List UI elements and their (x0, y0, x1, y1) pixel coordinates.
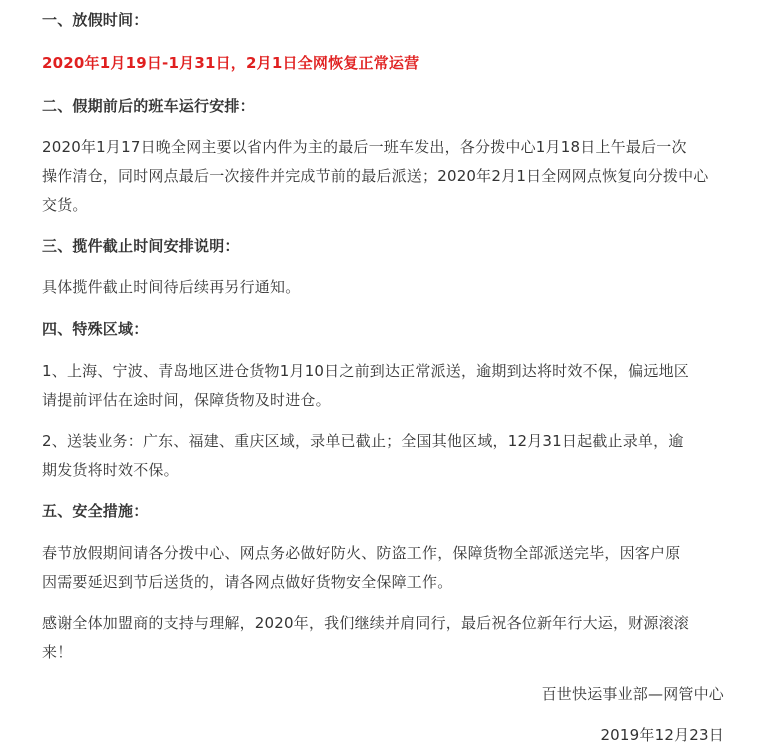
signature-org: 百世快运事业部—网管中心 (541, 685, 724, 703)
section4-para1-line-2: 请提前评估在途时间，保障货物及时进仓。 (42, 391, 331, 409)
section2-line-1: 2020年1月17日晚全网主要以省内件为主的最后一班车发出，各分拨中心1月18日上午最后一次 (42, 138, 687, 156)
section2-heading: 二、假期前后的班车运行安排： (42, 97, 255, 115)
section4-heading: 四、特殊区域： (42, 320, 149, 338)
section2-line-2: 操作清仓，同时网点最后一次接件并完成节前的最后派送；2020年2月1日全网网点恢复向分拨中心 (42, 167, 709, 185)
section3-heading: 三、揽件截止时间安排说明： (42, 237, 240, 255)
section5-heading: 五、安全措施： (42, 502, 149, 520)
section5-line-1: 春节放假期间请各分拨中心、网点务必做好防火、防盗工作，保障货物全部派送完毕，因客户原 (42, 544, 681, 562)
holiday-dates-highlight: 2020年1月19日-1月31日，2月1日全网恢复正常运营 (42, 54, 420, 72)
closing-line-1: 感谢全体加盟商的支持与理解，2020年，我们继续并肩同行，最后祝各位新年行大运，财源滚滚 (42, 614, 689, 632)
section2-line-3: 交货。 (42, 196, 88, 214)
section1-heading: 一、放假时间： (42, 11, 149, 29)
section4-para1-line-1: 1、上海、宁波、青岛地区进仓货物1月10日之前到达正常派送，逾期到达将时效不保，偏远地区 (42, 362, 689, 380)
section3-line-1: 具体揽件截止时间待后续再另行通知。 (42, 278, 301, 296)
section5-line-2: 因需要延迟到节后送货的，请各网点做好货物安全保障工作。 (42, 573, 453, 591)
closing-line-2: 来！ (42, 643, 73, 661)
section4-para2-line-2: 期发货将时效不保。 (42, 461, 179, 479)
section4-para2-line-1: 2、送装业务：广东、福建、重庆区域，录单已截止；全国其他区域，12月31日起截止录单，逾 (42, 432, 684, 450)
signature-date: 2019年12月23日 (600, 726, 724, 744)
